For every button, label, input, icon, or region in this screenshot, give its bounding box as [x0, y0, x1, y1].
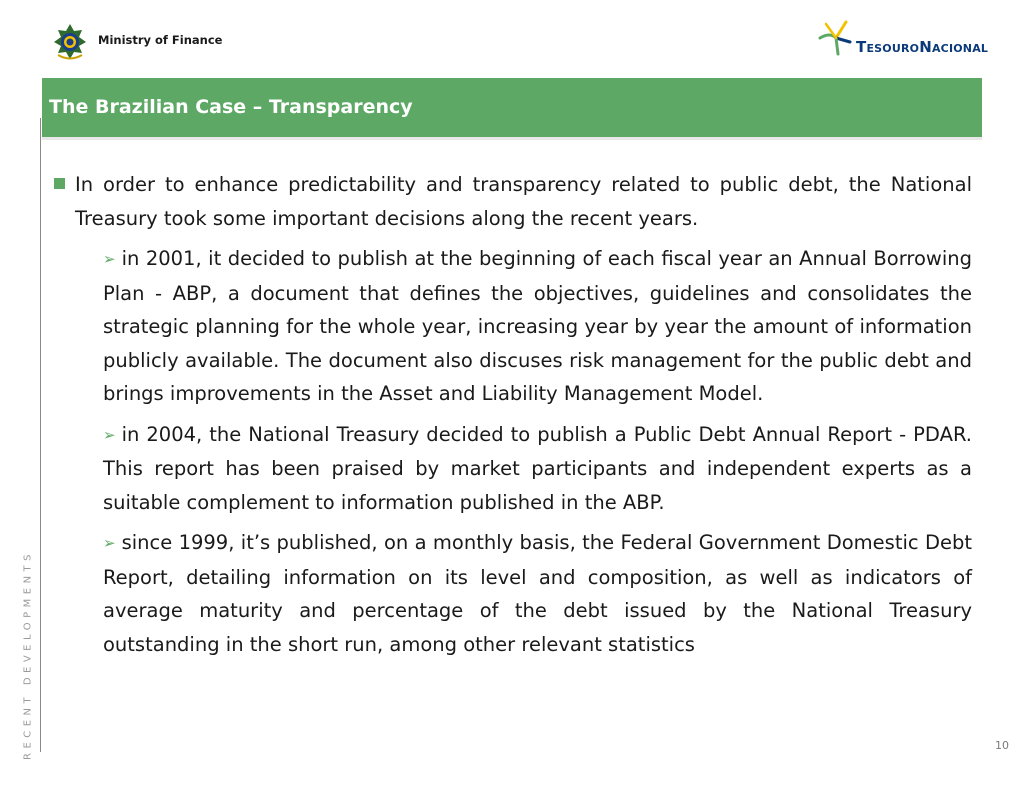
- slide-body: [54, 168, 972, 661]
- ministry-label: Ministry of Finance: [98, 33, 223, 47]
- sub-bullet: [103, 242, 972, 411]
- sub-bullet-text: since 1999, it’s published, on a monthly basis, the Federal Government Domestic Debt Report, detailing information on its level and composition, as well as indicators of average maturity and percentage of the debt issued by the National Treasury outstanding in the short run, among other relevant statistics: [103, 531, 972, 656]
- tesouro-nacional-logo-icon: [816, 18, 856, 58]
- arrow-bullet-icon: ➢: [103, 534, 116, 552]
- square-bullet-icon: [54, 178, 65, 189]
- tesouro-nacional-wordmark: TESOURONACIONAL: [856, 38, 989, 56]
- sub-bullet-text: in 2001, it decided to publish at the beginning of each fiscal year an Annual Borrowing Plan - ABP, a document that defines the objectives, guidelines and consolidates the strategic planning for the whole year, increasing year by year the amount of information publicly available. The document also discuses risk management for the public debt and brings improvements in the Asset and Liability Management Model.: [103, 247, 972, 405]
- side-section-label-text: RECENT DEVELOPMENTS: [22, 549, 34, 761]
- side-section-label: [21, 549, 35, 761]
- arrow-bullet-icon: ➢: [103, 425, 116, 444]
- sub-bullet-text: in 2004, the National Treasury decided to publish a Public Debt Annual Report - PDAR. This report has been praised by market participants and independent experts as a suitable complement to information published in the ABP.: [103, 422, 972, 514]
- sub-bullet: [103, 526, 972, 661]
- left-rule-divider: [40, 118, 41, 752]
- brazil-coat-of-arms-icon: [52, 22, 88, 62]
- main-bullet-text: In order to enhance predictability and transparency related to public debt, the National Treasury took some important decisions along the recent years.: [75, 173, 972, 230]
- page-number: 10: [995, 739, 1009, 752]
- main-bullet: [54, 168, 972, 235]
- sub-bullet: [103, 418, 972, 520]
- arrow-bullet-icon: ➢: [103, 250, 116, 268]
- title-divider: [42, 137, 982, 140]
- slide-title: The Brazilian Case – Transparency: [49, 96, 413, 118]
